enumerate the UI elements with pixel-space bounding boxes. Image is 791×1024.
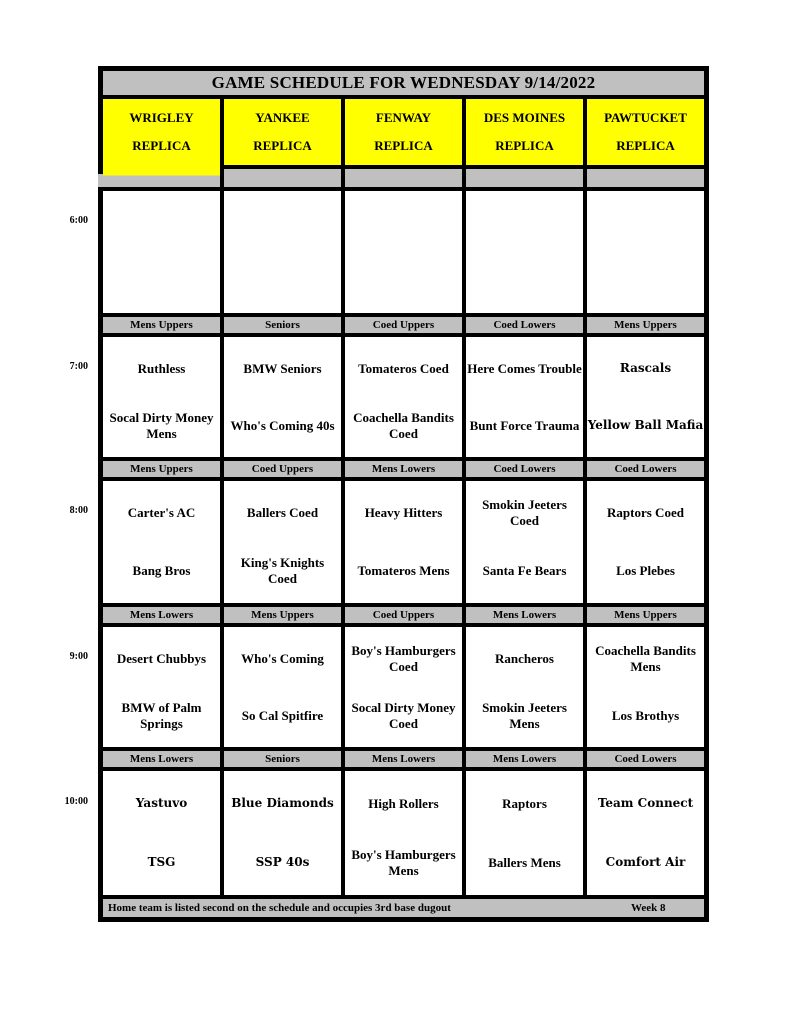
team-name [225, 252, 340, 310]
time-label-8: 8:00 [69, 505, 88, 516]
division-label-7-des-moines: Coed Lowers [466, 317, 583, 333]
matchup-10-des-moines [466, 771, 583, 895]
matchup-8-des-moines [466, 481, 583, 603]
team-name: Yastuvo [135, 796, 188, 811]
team-name: High Rollers [368, 795, 439, 811]
matchup-9-fenway [345, 627, 462, 747]
team-name: Bang Bros [132, 563, 191, 579]
division-label-10-des-moines: Mens Lowers [466, 751, 583, 767]
field-header-pawtucket [587, 99, 704, 165]
spacer-cell-yankee [224, 169, 341, 187]
team-name: Boy's Hamburgers Mens [351, 846, 456, 878]
team-name: Smokin Jeeters Mens [482, 699, 567, 731]
matchup-9-wrigley [103, 627, 220, 747]
team-name [346, 194, 461, 252]
matchup-6-yankee [224, 191, 341, 313]
time-label-9: 9:00 [69, 651, 88, 662]
team-name: Socal Dirty Money Coed [351, 699, 456, 731]
division-label-8-pawtucket: Coed Lowers [587, 461, 704, 477]
field-name: YANKEE [255, 110, 310, 126]
team-name: Smokin Jeeters Coed [482, 497, 567, 528]
team-name [588, 252, 703, 310]
division-label-9-fenway: Coed Uppers [345, 607, 462, 623]
division-label-10-fenway: Mens Lowers [345, 751, 462, 767]
field-header-wrigley [103, 99, 220, 165]
spacer-cell-des-moines [466, 169, 583, 187]
matchup-7-des-moines [466, 337, 583, 457]
team-name: Who's Coming 40s [230, 417, 335, 433]
team-name: Here Comes Trouble [467, 360, 582, 376]
field-replica-label: REPLICA [132, 137, 191, 153]
team-name: BMW of Palm Springs [121, 699, 202, 731]
team-name: Los Plebes [616, 563, 675, 579]
division-label-7-wrigley: Mens Uppers [103, 317, 220, 333]
time-label-7: 7:00 [69, 361, 88, 372]
division-label-9-wrigley: Mens Lowers [103, 607, 220, 623]
footer-note: Home team is listed second on the schedule and occupies 3rd base dugout [108, 902, 451, 914]
team-name: Blue Diamonds [231, 796, 334, 811]
division-label-10-pawtucket: Coed Lowers [587, 751, 704, 767]
team-name: Raptors [502, 795, 547, 811]
field-name: DES MOINES [483, 110, 566, 126]
matchup-6-pawtucket [587, 191, 704, 313]
matchup-6-fenway [345, 191, 462, 313]
matchup-6-wrigley [103, 191, 220, 313]
team-name: Rancheros [495, 650, 554, 666]
division-label-9-yankee: Mens Uppers [224, 607, 341, 623]
field-header-yankee [224, 99, 341, 165]
footer-bar [103, 899, 704, 917]
field-header-fenway [345, 99, 462, 165]
team-name [467, 194, 582, 252]
division-label-8-des-moines: Coed Lowers [466, 461, 583, 477]
team-name: King's Knights Coed [240, 555, 325, 586]
team-name [104, 194, 219, 252]
matchup-9-yankee [224, 627, 341, 747]
team-name: Tomateros Mens [357, 563, 450, 579]
team-name: SSP 40s [255, 855, 310, 870]
field-replica-label: REPLICA [253, 137, 312, 153]
time-label-10: 10:00 [64, 796, 88, 807]
field-name: WRIGLEY [129, 110, 194, 126]
division-label-10-yankee: Seniors [224, 751, 341, 767]
division-label-8-fenway: Mens Lowers [345, 461, 462, 477]
field-name: PAWTUCKET [604, 110, 687, 126]
field-replica-label: REPLICA [616, 137, 675, 153]
team-name [104, 252, 219, 310]
team-name: Socal Dirty Money Mens [109, 409, 214, 441]
division-label-9-pawtucket: Mens Uppers [587, 607, 704, 623]
field-header-des-moines [466, 99, 583, 165]
team-name [467, 252, 582, 310]
division-label-7-pawtucket: Mens Uppers [587, 317, 704, 333]
matchup-10-yankee [224, 771, 341, 895]
team-name: Coachella Bandits Mens [595, 642, 696, 674]
team-name: Coachella Bandits Coed [353, 409, 454, 441]
matchup-6-des-moines [466, 191, 583, 313]
spacer-cell-wrigley [103, 169, 220, 187]
division-label-7-yankee: Seniors [224, 317, 341, 333]
matchup-7-yankee [224, 337, 341, 457]
team-name: Raptors Coed [607, 505, 684, 521]
team-name: Ruthless [137, 360, 186, 376]
matchup-10-wrigley [103, 771, 220, 895]
team-name: So Cal Spitfire [241, 707, 324, 723]
division-label-8-yankee: Coed Uppers [224, 461, 341, 477]
team-name: Yellow Ball Mafia [587, 418, 704, 433]
field-name: FENWAY [375, 110, 432, 126]
team-name: Rascals [619, 361, 672, 376]
matchup-8-wrigley [103, 481, 220, 603]
schedule-title: GAME SCHEDULE FOR WEDNESDAY 9/14/2022 [103, 71, 704, 95]
division-label-8-wrigley: Mens Uppers [103, 461, 220, 477]
division-label-10-wrigley: Mens Lowers [103, 751, 220, 767]
matchup-8-fenway [345, 481, 462, 603]
team-name: Comfort Air [605, 855, 686, 870]
team-name: Who's Coming [241, 650, 324, 666]
matchup-10-pawtucket [587, 771, 704, 895]
team-name [225, 194, 340, 252]
team-name: Boy's Hamburgers Coed [351, 642, 456, 674]
matchup-7-wrigley [103, 337, 220, 457]
matchup-9-pawtucket [587, 627, 704, 747]
matchup-9-des-moines [466, 627, 583, 747]
matchup-8-yankee [224, 481, 341, 603]
matchup-7-fenway [345, 337, 462, 457]
division-label-7-fenway: Coed Uppers [345, 317, 462, 333]
team-name: Team Connect [597, 796, 694, 811]
time-label-6: 6:00 [69, 215, 88, 226]
team-name [346, 252, 461, 310]
field-replica-label: REPLICA [374, 137, 433, 153]
team-name: Los Brothys [611, 707, 680, 723]
team-name: BMW Seniors [243, 360, 322, 376]
field-replica-label: REPLICA [495, 137, 554, 153]
matchup-8-pawtucket [587, 481, 704, 603]
team-name: Bunt Force Trauma [469, 417, 580, 433]
spacer-cell-pawtucket [587, 169, 704, 187]
team-name [588, 194, 703, 252]
team-name: Ballers Coed [246, 505, 319, 521]
matchup-7-pawtucket [587, 337, 704, 457]
team-name: Tomateros Coed [358, 360, 449, 376]
team-name: Santa Fe Bears [482, 563, 567, 579]
week-label: Week 8 [631, 902, 666, 914]
schedule-table [98, 66, 709, 922]
team-name: Carter's AC [127, 505, 196, 521]
division-label-9-des-moines: Mens Lowers [466, 607, 583, 623]
team-name: Desert Chubbys [116, 650, 207, 666]
team-name: TSG [147, 855, 176, 870]
team-name: Ballers Mens [488, 854, 561, 870]
team-name: Heavy Hitters [364, 505, 443, 521]
matchup-10-fenway [345, 771, 462, 895]
spacer-cell-fenway [345, 169, 462, 187]
